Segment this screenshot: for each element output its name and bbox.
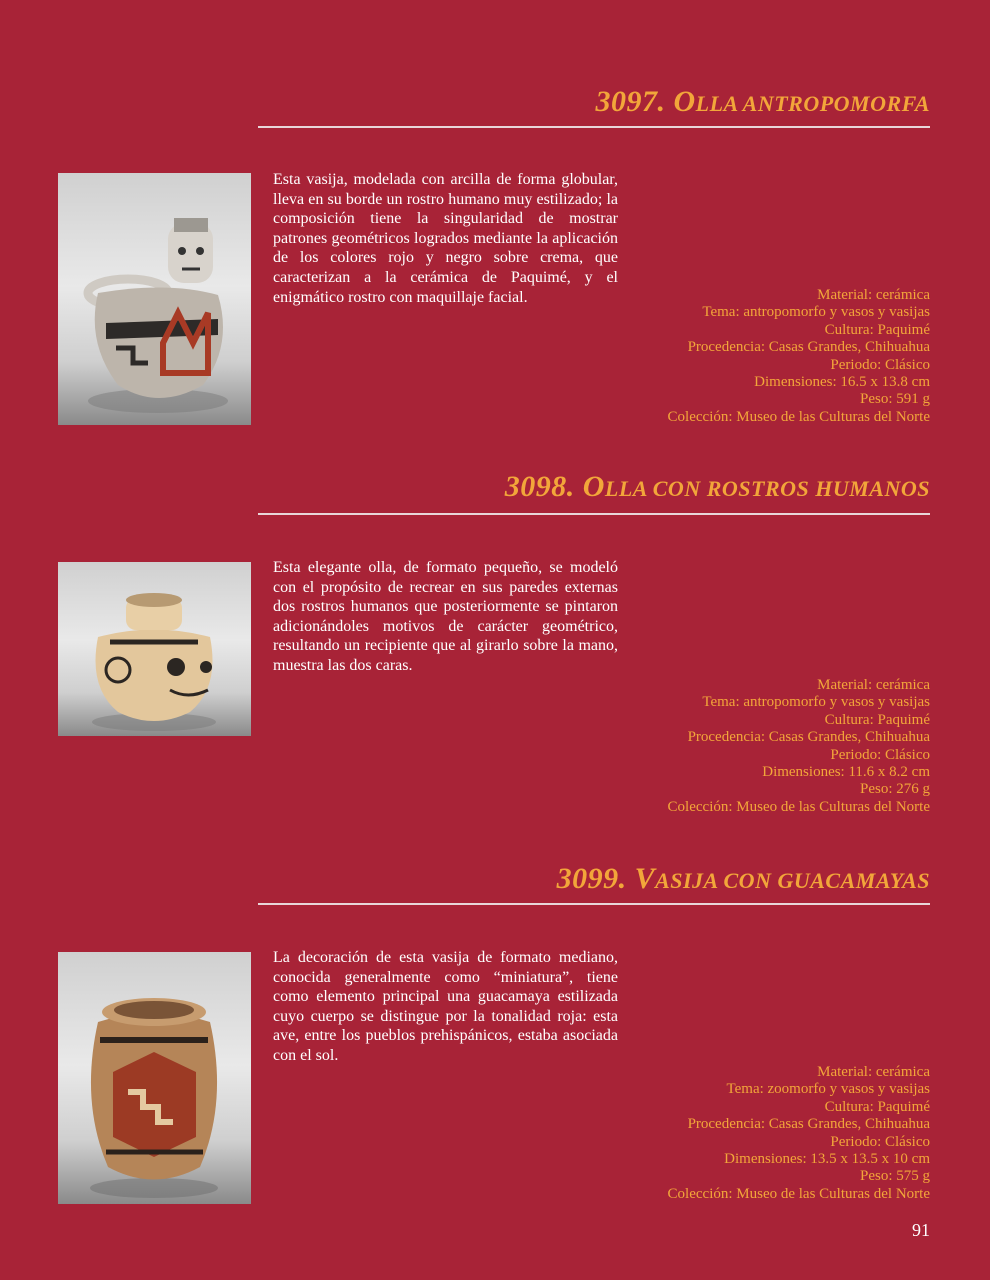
meta-peso: Peso: 591 g — [859, 391, 930, 408]
pottery-photo — [58, 173, 251, 425]
anthropomorphic-pot-image — [58, 173, 251, 425]
meta-cultura: Cultura: Paquimé — [824, 711, 930, 728]
meta-tema: Tema: zoomorfo y vasos y vasijas — [726, 1081, 930, 1098]
meta-cultura: Cultura: Paquimé — [824, 321, 930, 338]
entry-number: 3099. — [556, 862, 627, 895]
title-initial: O — [673, 85, 696, 118]
meta-periodo: Periodo: Clásico — [830, 356, 930, 373]
meta-dimensiones: Dimensiones: 11.6 x 8.2 cm — [762, 764, 930, 781]
meta-material: Material: cerámica — [817, 677, 930, 693]
macaw-pot-image — [58, 952, 251, 1204]
entry-number: 3098. — [504, 470, 575, 503]
entry-description: La decoración de esta vasija de formato mediano, conocida generalmente como “miniatura”, tiene como elemento principal una guacamaya estilizada cuyo cuerpo se distingue por la tonalidad roja: esta ave, entre los pueblos prehispánicos, estaba asociada con el sol. — [273, 949, 618, 1064]
title-rest: LLA CON ROSTROS HUMANOS — [604, 476, 930, 501]
entry-metadata — [530, 677, 930, 816]
entry-title — [505, 470, 930, 504]
meta-material: Material: cerámica — [817, 287, 930, 303]
title-divider — [258, 903, 930, 905]
title-divider — [258, 126, 930, 128]
meta-peso: Peso: 575 g — [859, 1168, 930, 1185]
meta-coleccion: Colección: Museo de las Culturas del Norte — [667, 1185, 930, 1202]
title-initial: O — [582, 470, 605, 503]
pottery-photo — [58, 952, 251, 1204]
entry-description: Esta vasija, modelada con arcilla de forma globular, lleva en su borde un rostro humano muy estilizado; la composición tiene la singularidad de mostrar patrones geométricos logrados mediante la aplicación de los colores rojo y negro sobre crema, que caracterizan a la cerámica de Paquimé, y el enigmático rostro con maquillaje facial. — [273, 171, 618, 306]
title-initial: V — [634, 862, 656, 895]
meta-procedencia: Procedencia: Casas Grandes, Chihuahua — [687, 1116, 930, 1133]
meta-dimensiones: Dimensiones: 16.5 x 13.8 cm — [754, 374, 930, 391]
two-faces-pot-image — [58, 562, 251, 736]
entry-title — [595, 85, 930, 119]
meta-tema: Tema: antropomorfo y vasos y vasijas — [702, 304, 930, 321]
meta-coleccion: Colección: Museo de las Culturas del Norte — [667, 798, 930, 815]
title-rest: LLA ANTROPOMORFA — [695, 91, 930, 116]
entry-title — [557, 862, 930, 896]
meta-dimensiones: Dimensiones: 13.5 x 13.5 x 10 cm — [724, 1151, 930, 1168]
meta-peso: Peso: 276 g — [859, 781, 930, 798]
meta-material: Material: cerámica — [817, 1064, 930, 1080]
meta-cultura: Cultura: Paquimé — [824, 1098, 930, 1115]
entry-metadata — [530, 1064, 930, 1203]
page-number: 91 — [912, 1220, 930, 1240]
meta-periodo: Periodo: Clásico — [830, 1133, 930, 1150]
meta-coleccion: Colección: Museo de las Culturas del Norte — [667, 408, 930, 425]
meta-tema: Tema: antropomorfo y vasos y vasijas — [702, 694, 930, 711]
meta-procedencia: Procedencia: Casas Grandes, Chihuahua — [687, 729, 930, 746]
meta-procedencia: Procedencia: Casas Grandes, Chihuahua — [687, 339, 930, 356]
meta-periodo: Periodo: Clásico — [830, 746, 930, 763]
title-rest: ASIJA CON GUACAMAYAS — [655, 868, 930, 893]
entry-description: Esta elegante olla, de formato pequeño, se modeló con el propósito de recrear en sus paredes externas dos rostros humanos que posteriormente se pintaron adicionándoles motivos de carácter geométrico, resultando un recipiente que al girarlo sobre la mano, muestra las dos caras. — [273, 559, 618, 674]
pottery-photo — [58, 562, 251, 736]
entry-number: 3097. — [595, 85, 666, 118]
title-divider — [258, 513, 930, 515]
entry-metadata — [530, 287, 930, 426]
